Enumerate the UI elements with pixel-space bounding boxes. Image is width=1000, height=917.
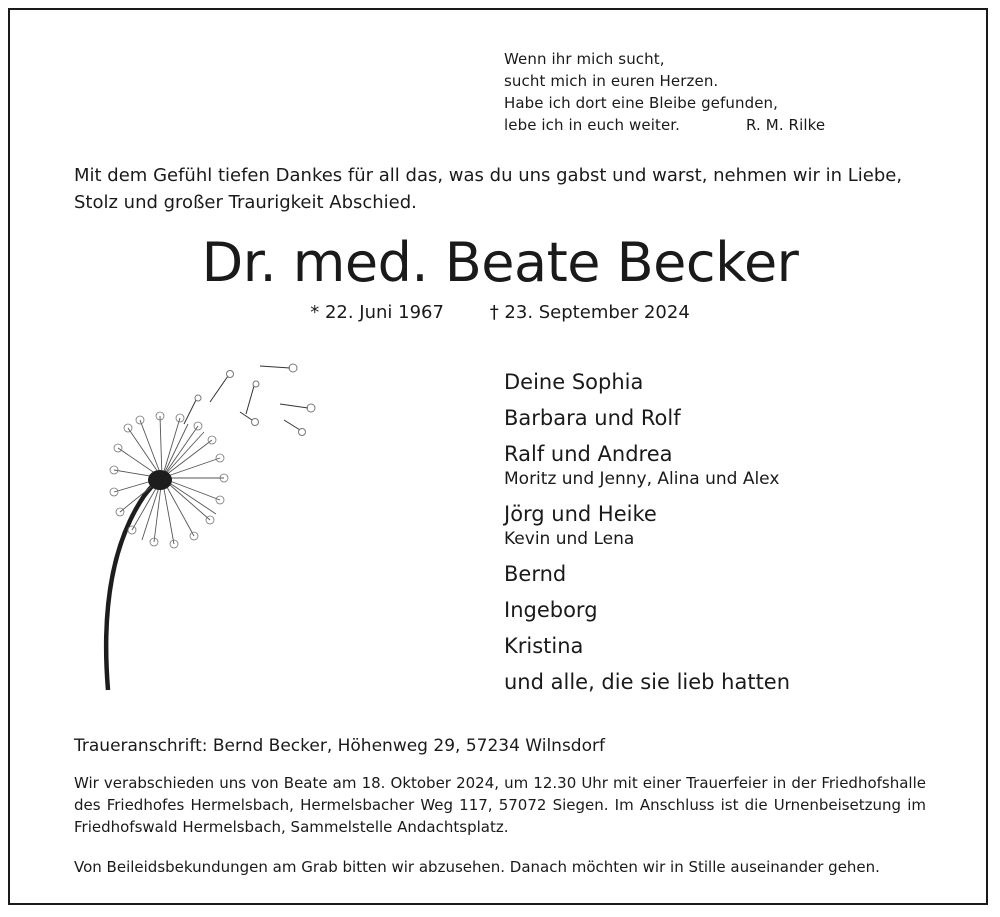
mourner-name: Barbara und Rolf — [504, 406, 681, 430]
mourner-children: Moritz und Jenny, Alina und Alex — [504, 469, 780, 489]
poem-last-line — [504, 114, 825, 136]
death-date: † 23. September 2024 — [489, 302, 690, 323]
mourners-list — [504, 368, 790, 704]
intro-text: Mit dem Gefühl tiefen Dankes für all das, was du uns gabst und warst, nehmen wir in Liebe, Stolz und großer Traurigkeit Abschied. — [74, 165, 903, 213]
mourner-name: Ingeborg — [504, 598, 598, 622]
obituary-frame — [8, 8, 988, 905]
deceased-name: Dr. med. Beate Becker — [201, 231, 799, 294]
ceremony-details: Wir verabschieden uns von Beate am 18. Oktober 2024, um 12.30 Uhr mit einer Trauerfeier in der Friedhofshalle des Friedhofes Hermelsbach, Hermelsbacher Weg 117, 57072 Siegen. Im Anschluss ist die Urnenbeisetzung im Friedhofswald Hermelsbach, Sammelstelle Andachtsplatz. — [74, 774, 926, 836]
poem — [504, 48, 825, 136]
dandelion-icon — [80, 346, 320, 691]
mourner-name: Deine Sophia — [504, 370, 644, 394]
mourner-name: Jörg und Heike — [504, 502, 657, 526]
mourner-name: Ralf und Andrea — [504, 442, 673, 466]
poem-line: sucht mich in euren Herzen. — [504, 72, 719, 90]
mourner-name: und alle, die sie lieb hatten — [504, 670, 791, 694]
poem-line: Wenn ihr mich sucht, — [504, 50, 665, 68]
poem-line: Habe ich dort eine Bleibe gefunden, — [504, 94, 779, 112]
birth-date: * 22. Juni 1967 — [310, 302, 444, 323]
mourner-name: Bernd — [504, 562, 567, 586]
mourning-address: Traueranschrift: Bernd Becker, Höhenweg 29, 57234 Wilnsdorf — [74, 736, 605, 756]
poem-author: R. M. Rilke — [746, 116, 826, 134]
life-dates — [10, 302, 990, 323]
mourner-name: Kristina — [504, 634, 584, 658]
condolence-note: Von Beileidsbekundungen am Grab bitten wir abzusehen. Danach möchten wir in Stille auseinander gehen. — [74, 858, 880, 876]
poem-line: lebe ich in euch weiter. — [504, 116, 681, 134]
mourner-children: Kevin und Lena — [504, 529, 635, 549]
